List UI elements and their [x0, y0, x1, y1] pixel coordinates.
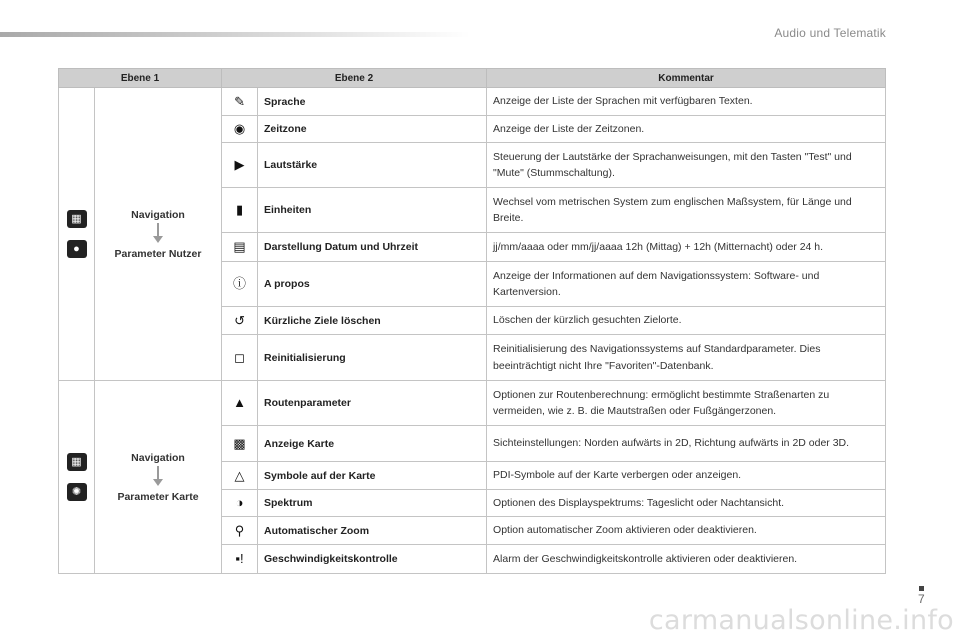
day-night-icon: ◑ — [235, 495, 244, 510]
column-header-level2: Ebene 2 — [222, 69, 487, 88]
map-symbols-icon: △ — [234, 467, 245, 483]
zoom-icon: ⚲ — [234, 522, 245, 538]
globe-icon: ◉ — [233, 121, 246, 136]
page-number — [918, 586, 925, 606]
header-gradient-bar — [0, 32, 470, 37]
page-marker-square — [919, 586, 924, 591]
level2-icon-cell — [222, 233, 258, 262]
setting-comment: Löschen der kürzlich gesuchten Zielorte. — [487, 307, 886, 335]
table-header-row — [59, 69, 886, 88]
setting-comment: Optionen zur Routenberechnung: ermöglicht bestimmte Straßenarten zu vermeiden, wie z. B. die Mautstraßen oder Fußgängerzonen. — [487, 381, 886, 426]
setting-name: Spektrum — [258, 490, 487, 517]
level1-title: Navigation — [131, 451, 185, 464]
setting-name: Routenparameter — [258, 381, 487, 426]
setting-name: Anzeige Karte — [258, 426, 487, 462]
level1-icon-cell — [59, 88, 95, 381]
setting-name: Einheiten — [258, 188, 487, 233]
table-row — [59, 381, 886, 426]
setting-comment: PDI-Symbole auf der Karte verbergen oder anzeigen. — [487, 462, 886, 490]
setting-comment: Wechsel vom metrischen System zum englischen Maßsystem, für Länge und Breite. — [487, 188, 886, 233]
setting-comment: Anzeige der Liste der Sprachen mit verfügbaren Texten. — [487, 88, 886, 116]
setting-name: Kürzliche Ziele löschen — [258, 307, 487, 335]
calendar-clock-icon: ▤ — [233, 239, 246, 254]
level1-title: Navigation — [131, 208, 185, 221]
setting-name: Lautstärke — [258, 143, 487, 188]
setting-comment: Sichteinstellungen: Norden aufwärts in 2D, Richtung aufwärts in 2D oder 3D. — [487, 426, 886, 462]
level2-icon-cell — [222, 88, 258, 116]
level2-icon-cell — [222, 143, 258, 188]
setting-name: Sprache — [258, 88, 487, 116]
level1-subtitle: Parameter Nutzer — [114, 247, 202, 260]
arrow-down-icon — [153, 466, 163, 488]
level1-subtitle: Parameter Karte — [117, 490, 199, 503]
level2-icon-cell — [222, 262, 258, 307]
level1-cell — [95, 88, 222, 381]
setting-comment: jj/mm/aaaa oder mm/jj/aaaa 12h (Mittag) + 12h (Mitternacht) oder 24 h. — [487, 233, 886, 262]
column-header-level1: Ebene 1 — [59, 69, 222, 88]
speaker-icon: ▶ — [234, 157, 245, 172]
level2-icon-cell — [222, 307, 258, 335]
level2-icon-cell — [222, 188, 258, 233]
language-abc-icon: ✎ — [234, 93, 245, 109]
map-view-icon: ▩ — [233, 435, 246, 451]
history-icon: ↺ — [234, 312, 245, 328]
route-icon: ▲ — [233, 395, 246, 410]
level1-icon-cell — [59, 381, 95, 574]
level2-icon-cell — [222, 381, 258, 426]
navigation-menu-icon: ▦ — [67, 453, 87, 471]
setting-comment: Alarm der Geschwindigkeitskontrolle aktivieren oder deaktivieren. — [487, 545, 886, 574]
watermark: carmanualsonline.info — [648, 605, 954, 636]
setting-comment: Anzeige der Liste der Zeitzonen. — [487, 116, 886, 143]
setting-name: Darstellung Datum und Uhrzeit — [258, 233, 487, 262]
level1-cell — [95, 381, 222, 574]
setting-comment: Steuerung der Lautstärke der Sprachanweisungen, mit den Tasten "Test" und "Mute" (Stummschaltung). — [487, 143, 886, 188]
level2-icon-cell — [222, 426, 258, 462]
level2-icon-cell — [222, 462, 258, 490]
level2-icon-cell — [222, 335, 258, 381]
user-icon: ● — [67, 240, 87, 258]
map-settings-icon: ✺ — [67, 483, 87, 501]
level2-icon-cell — [222, 517, 258, 545]
level2-icon-cell — [222, 545, 258, 574]
setting-comment: Reinitialisierung des Navigationssystems auf Standardparameter. Dies beeinträchtigt nicht Ihre "Favoriten"-Datenbank. — [487, 335, 886, 381]
level2-icon-cell — [222, 490, 258, 517]
reset-icon: ◻ — [234, 349, 245, 365]
section-title: Audio und Telematik — [774, 26, 886, 40]
arrow-down-icon — [153, 223, 163, 245]
setting-name: Symbole auf der Karte — [258, 462, 487, 490]
setting-comment: Option automatischer Zoom aktivieren oder deaktivieren. — [487, 517, 886, 545]
setting-comment: Optionen des Displayspektrums: Tageslicht oder Nachtansicht. — [487, 490, 886, 517]
setting-name: Automatischer Zoom — [258, 517, 487, 545]
navigation-menu-icon: ▦ — [67, 210, 87, 228]
info-icon: ⓘ — [233, 276, 247, 291]
page-number-text: 7 — [918, 592, 925, 606]
level2-icon-cell — [222, 116, 258, 143]
setting-name: Geschwindigkeitskontrolle — [258, 545, 487, 574]
column-header-comment: Kommentar — [487, 69, 886, 88]
setting-name: Reinitialisierung — [258, 335, 487, 381]
table-row — [59, 88, 886, 116]
thermometer-icon: ▮ — [235, 202, 244, 217]
setting-name: Zeitzone — [258, 116, 487, 143]
settings-table — [58, 68, 886, 574]
setting-name: A propos — [258, 262, 487, 307]
speed-warning-icon: ▪! — [235, 551, 244, 566]
setting-comment: Anzeige der Informationen auf dem Navigationssystem: Software- und Kartenversion. — [487, 262, 886, 307]
